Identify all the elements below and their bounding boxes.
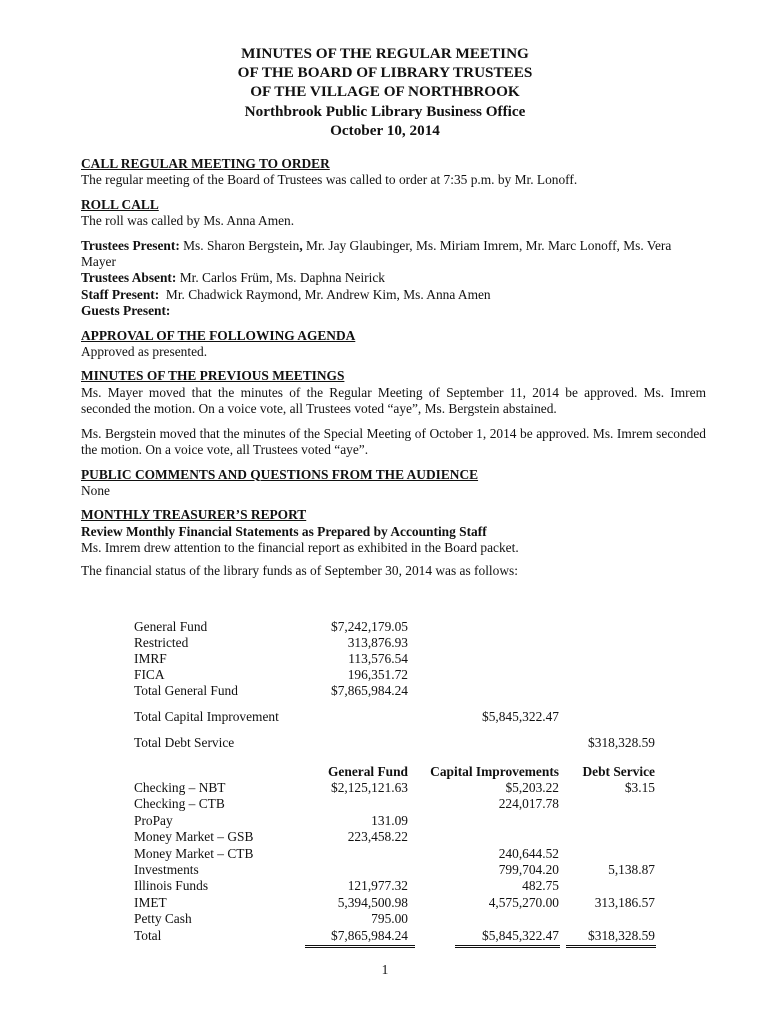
- capital-cell: 240,644.52: [498, 845, 559, 861]
- fund-amount: 313,876.93: [347, 635, 408, 650]
- guests-present-label: Guests Present:: [81, 303, 171, 319]
- trustees-absent-label: Trustees Absent:: [81, 270, 177, 286]
- section-public-comments: [81, 467, 706, 500]
- staff-present: [81, 287, 706, 303]
- debt-service-cell: $318,328.59: [588, 927, 655, 943]
- general-fund-cell: 121,977.32: [347, 878, 408, 894]
- general-fund-cell: $7,865,984.24: [331, 927, 408, 943]
- capital-total-label: Total Capital Improvement: [134, 709, 279, 724]
- fund-label: IMRF: [134, 651, 167, 666]
- section-text: None: [81, 482, 111, 498]
- fund-amount: 113,576.54: [348, 651, 408, 666]
- general-fund-cell: 223,458.22: [347, 829, 408, 845]
- row-label: Illinois Funds: [134, 878, 209, 894]
- section-heading: APPROVAL OF THE FOLLOWING AGENDA: [81, 327, 356, 343]
- section-roll-call: [81, 197, 706, 230]
- fund-label: Total General Fund: [134, 683, 238, 698]
- debt-service-cell: $3.15: [624, 780, 655, 795]
- minutes-paragraph-2: Ms. Bergstein moved that the minutes of the Special Meeting of October 1, 2014 be approved. Ms. Imrem seconded the motion. On a voice vote, all Trustees voted “aye”.: [81, 425, 706, 458]
- section-call-to-order: [81, 156, 706, 189]
- fund-label: FICA: [134, 667, 165, 682]
- section-treasurer-report: [81, 507, 706, 556]
- section-text: Ms. Imrem drew attention to the financial report as exhibited in the Board packet.: [81, 540, 519, 556]
- title-line-2: OF THE BOARD OF LIBRARY TRUSTEES: [237, 64, 533, 82]
- row-label: Petty Cash: [134, 911, 192, 927]
- row-label: Checking – CTB: [134, 796, 225, 812]
- total-rule-debt-2: [566, 947, 656, 948]
- row-label: IMET: [134, 894, 167, 910]
- trustees-present-names-b: Mr. Jay Glaubinger, Ms. Miriam Imrem, Mr. Marc Lonoff, Ms. Vera Mayer: [81, 237, 672, 270]
- debt-service-cell: 313,186.57: [594, 894, 655, 910]
- section-heading: MONTHLY TREASURER’S REPORT: [81, 507, 307, 523]
- general-fund-cell: 131.09: [371, 812, 408, 828]
- total-rule-general-2: [305, 947, 415, 948]
- debt-total-amount: $318,328.59: [588, 735, 655, 750]
- fund-label: General Fund: [134, 619, 208, 634]
- capital-cell: 224,017.78: [498, 796, 559, 812]
- row-label: Total: [134, 927, 162, 943]
- fund-label: Restricted: [134, 635, 189, 650]
- fund-amount: $7,242,179.05: [331, 619, 408, 634]
- title-line-3: OF THE VILLAGE OF NORTHBROOK: [250, 83, 520, 101]
- row-label: Money Market – GSB: [134, 829, 254, 845]
- trustees-present-names-a: Ms. Sharon Bergstein: [179, 237, 300, 253]
- financial-status-text: The financial status of the library funds as of September 30, 2014 was as follows:: [81, 562, 518, 578]
- column-header: General Fund: [328, 764, 408, 779]
- section-text: The roll was called by Ms. Anna Amen.: [81, 213, 295, 229]
- document-title: [0, 44, 770, 140]
- staff-present-label: Staff Present:: [81, 286, 160, 302]
- trustees-present-comma: ,: [299, 237, 303, 253]
- section-heading: CALL REGULAR MEETING TO ORDER: [81, 156, 330, 171]
- section-text: Approved as presented.: [81, 344, 208, 360]
- capital-cell: 4,575,270.00: [488, 894, 559, 910]
- fund-amount: 196,351.72: [347, 667, 408, 682]
- capital-cell: $5,845,322.47: [482, 927, 559, 943]
- trustees-present: [81, 238, 706, 271]
- section-agenda: [81, 328, 706, 361]
- section-subheading: Review Monthly Financial Statements as Prepared by Accounting Staff: [81, 523, 487, 539]
- row-label: Checking – NBT: [134, 780, 226, 795]
- title-line-4: Northbrook Public Library Business Office: [244, 102, 526, 120]
- staff-present-names: Mr. Chadwick Raymond, Mr. Andrew Kim, Ms. Anna Amen: [159, 286, 491, 302]
- section-heading: PUBLIC COMMENTS AND QUESTIONS FROM THE AUDIENCE: [81, 466, 479, 482]
- page-number: 1: [381, 962, 389, 977]
- row-label: ProPay: [134, 812, 173, 828]
- fund-amount: $7,865,984.24: [331, 683, 408, 698]
- general-fund-cell: 5,394,500.98: [337, 894, 408, 910]
- capital-cell: 799,704.20: [498, 862, 559, 877]
- section-previous-minutes: [81, 368, 706, 458]
- title-line-5: October 10, 2014: [330, 121, 440, 139]
- row-label: Money Market – CTB: [134, 845, 254, 861]
- trustees-absent: [81, 270, 706, 286]
- capital-cell: $5,203.22: [505, 780, 559, 795]
- minutes-paragraph-1: Ms. Mayer moved that the minutes of the Regular Meeting of September 11, 2014 be approved. Ms. Imrem seconded the motion. On a voice vote, all Trustees voted “aye”, Ms. Bergstein abstained.: [81, 384, 706, 417]
- debt-total-label: Total Debt Service: [134, 735, 235, 750]
- row-label: Investments: [134, 862, 199, 877]
- general-fund-cell: 795.00: [371, 911, 408, 927]
- capital-total-amount: $5,845,322.47: [482, 709, 559, 724]
- general-fund-cell: $2,125,121.63: [331, 780, 408, 795]
- column-header: Capital Improvements: [430, 764, 559, 779]
- trustees-absent-names: Mr. Carlos Früm, Ms. Daphna Neirick: [176, 270, 385, 286]
- capital-cell: 482.75: [522, 878, 559, 894]
- title-line-1: MINUTES OF THE REGULAR MEETING: [241, 45, 529, 62]
- section-text: The regular meeting of the Board of Trustees was called to order at 7:35 p.m. by Mr. Lonoff.: [81, 172, 578, 188]
- section-attendance: [81, 238, 706, 320]
- column-header: Debt Service: [582, 764, 655, 779]
- section-heading: ROLL CALL: [81, 196, 159, 212]
- guests-present: [81, 303, 706, 319]
- debt-service-cell: 5,138.87: [608, 862, 655, 877]
- total-rule-capital-2: [455, 947, 560, 948]
- section-heading: MINUTES OF THE PREVIOUS MEETINGS: [81, 368, 345, 384]
- trustees-present-label: Trustees Present:: [81, 237, 180, 253]
- minutes-body: [81, 156, 706, 579]
